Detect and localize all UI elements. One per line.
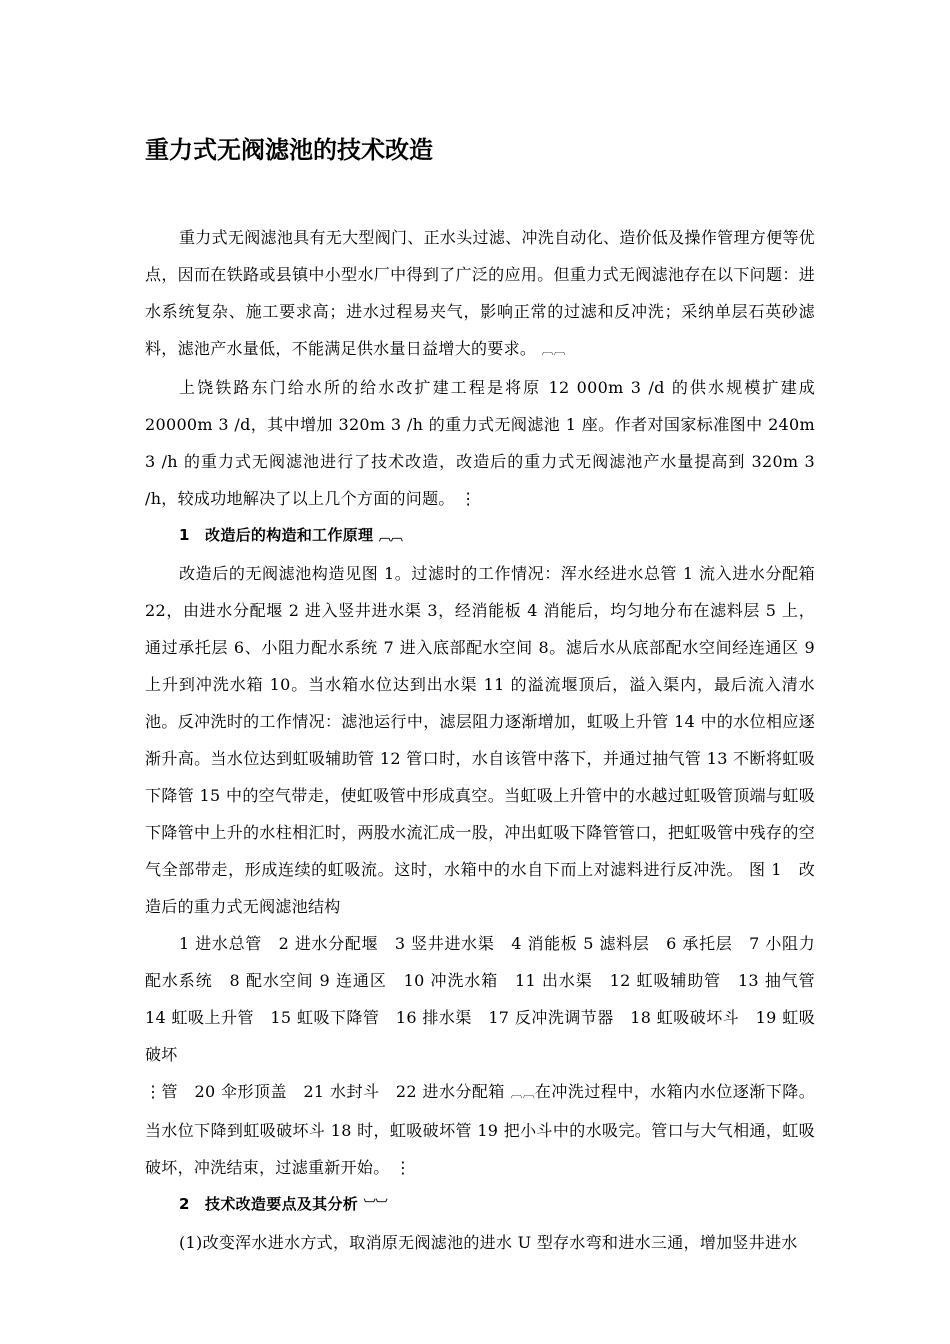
ocr-mark: ⋮: [145, 1082, 162, 1101]
ocr-mark: ⋮: [460, 489, 477, 508]
paragraph-project: 上饶铁路东门给水所的给水改扩建工程是将原 12 000m 3 /d 的供水规模扩建成 20000m 3 /d，其中增加 320m 3 /h 的重力式无阀滤池 1 座。作者对国家标准图中 240m 3 /h 的重力式无阀滤池进行了技术改造，改造后的重力式无阀滤池产水量提高到 320m 3 /h，较成功地解决了以上几个方面的问题。 ⋮: [145, 378, 815, 508]
paragraph-modification-1: (1)改变浑水进水方式，取消原无阀滤池的进水 U 型存水弯和进水三通，增加竖井进水: [179, 1233, 798, 1252]
ocr-mark: ︹︹: [510, 1086, 535, 1100]
paragraph-figure-legend: 1 进水总管 2 进水分配堰 3 竖井进水渠 4 消能板 5 滤料层 6 承托层 7 小阻力配水系统 8 配水空间 9 连通区 10 冲洗水箱 11 出水渠 12 虹吸辅助管 13 抽气管 14 虹吸上升管 15 虹吸下降管 16 排水渠 17 反冲洗调节器 18 虹吸破坏斗 19 虹吸破坏 ⋮管 20 伞形顶盖 21 水封斗 22 进水分配箱 ︹︹在冲洗过程中，水箱内水位逐渐下降。当水位下降到虹吸破坏斗 18 时，虹吸破坏管 19 把小斗中的水吸完。管口与大气相通，虹吸破坏，冲洗结束，过滤重新开始。 ⋮: [145, 934, 832, 1177]
document-body: [145, 219, 832, 1261]
section-heading-2: 2 技术改造要点及其分析 ︺︺: [179, 1195, 388, 1213]
ocr-mark: ︹︹: [541, 343, 566, 357]
paragraph-structure: 改造后的无阀滤池构造见图 1。过滤时的工作情况：浑水经进水总管 1 流入进水分配箱 22，由进水分配堰 2 进入竖井进水渠 3，经消能板 4 消能后，均匀地分布在滤料层 5 上，通过承托层 6、小阻力配水系统 7 进入底部配水空间 8。滤后水从底部配水空间经连通区 9 上升到冲洗水箱 10。当水箱水位达到出水渠 11 的溢流堰顶后，溢入渠内，最后流入清水池。反冲洗时的工作情况：滤池运行中，滤层阻力逐渐增加，虹吸上升管 14 中的水位相应逐渐升高。当水位达到虹吸辅助管 12 管口时，水自该管中落下，并通过抽气管 13 不断将虹吸下降管 15 中的空气带走，使虹吸管中形成真空。当虹吸上升管中的水越过虹吸管顶端与虹吸下降管中上升的水柱相汇时，两股水流汇成一股，冲出虹吸下降管管口，把虹吸管中残存的空气全部带走，形成连续的虹吸流。这时，水箱中的水自下而上对滤料进行反冲洗。 图 1 改造后的重力式无阀滤池结构: [145, 564, 815, 916]
paragraph-intro: 重力式无阀滤池具有无大型阀门、正水头过滤、冲洗自动化、造价低及操作管理方便等优点，因而在铁路或县镇中小型水厂中得到了广泛的应用。但重力式无阀滤池存在以下问题：进水系统复杂、施工要求高；进水过程易夹气，影响正常的过滤和反冲洗；采纳单层石英砂滤料，滤池产水量低，不能满足供水量日益增大的要求。 ︹︹: [145, 228, 815, 358]
document-title: 重力式无阀滤池的技术改造: [145, 136, 433, 164]
ocr-mark: ︹︹: [378, 529, 403, 543]
ocr-mark: ︺︺: [363, 1198, 388, 1212]
section-heading-1: 1 改造后的构造和工作原理 ︹︹: [179, 526, 403, 544]
ocr-mark: ⋮: [394, 1158, 412, 1177]
